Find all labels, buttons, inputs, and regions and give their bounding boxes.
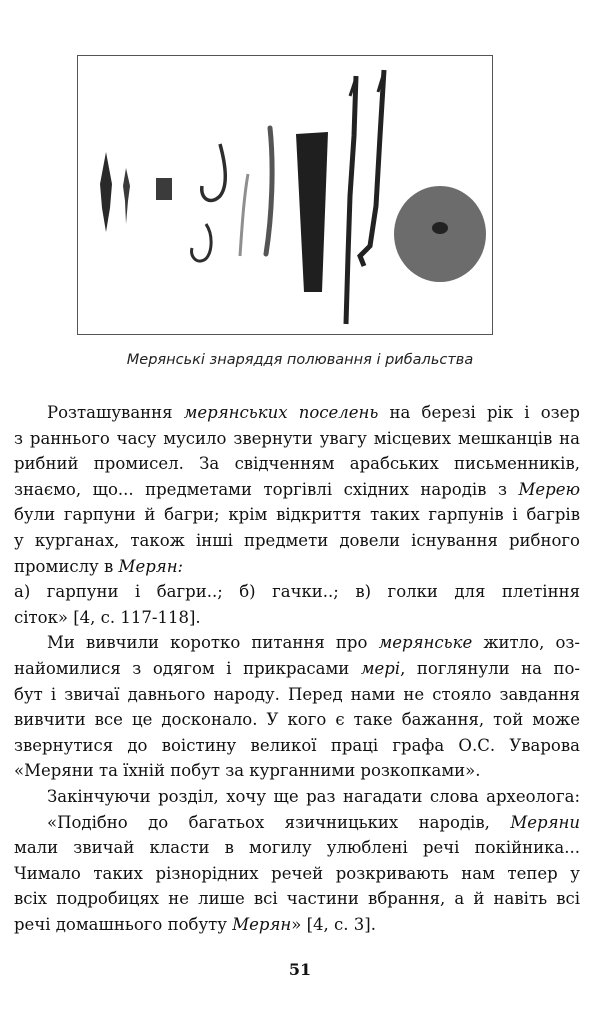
sinker-hole xyxy=(432,222,448,234)
text-segment: промислу в xyxy=(14,556,119,576)
text-line xyxy=(14,912,580,938)
text-line xyxy=(14,656,580,682)
fish-hook-small xyxy=(192,224,211,261)
text-segment: Закінчуючи розділ, хочу ще раз нагадати слова археолога: xyxy=(47,786,580,806)
fish-hook-large xyxy=(202,144,226,201)
text-line xyxy=(14,784,580,810)
text-line xyxy=(14,733,580,759)
text-line xyxy=(14,758,580,784)
text-segment: бут і звичаї давнього народу. Перед нами не стояло завдання xyxy=(14,684,580,704)
text-segment: всіх подробицях не лише всі частини вбрання, а й навіть всі xyxy=(14,889,580,909)
text-line xyxy=(14,477,580,503)
harpoon-shaft xyxy=(346,76,356,324)
arrow-tip xyxy=(123,168,130,224)
italic-segment: Мерян xyxy=(232,914,292,934)
text-segment: на березі рік і озер xyxy=(378,403,580,422)
small-block xyxy=(156,178,172,200)
whetstone xyxy=(296,132,328,292)
text-segment: у курганах, також інші предмети довели існування рибного xyxy=(14,530,580,550)
text-segment: «Меряни та їхній побут за курганними розкопками». xyxy=(14,761,481,781)
text-line xyxy=(14,579,580,605)
artifact-photograph xyxy=(77,55,493,335)
text-line xyxy=(14,861,580,887)
italic-segment: мерянське xyxy=(378,633,473,653)
gaff-hook xyxy=(360,70,384,266)
artifact-photo-illustration xyxy=(78,56,492,334)
text-line xyxy=(14,554,580,580)
italic-segment: Мерею xyxy=(518,479,580,499)
text-segment: вивчити все це досконало. У кого є таке бажання, той може xyxy=(14,710,580,730)
italic-segment: мерянських поселень xyxy=(183,403,379,422)
text-line xyxy=(14,528,580,554)
text-segment: а) гарпуни і багри..; б) гачки..; в) голки для плетіння xyxy=(14,582,580,602)
page-number: 51 xyxy=(288,960,312,979)
text-line xyxy=(14,835,580,861)
text-line xyxy=(14,707,580,733)
text-segment: рибний промисел. За свідченням арабських письменників, xyxy=(14,454,580,474)
text-segment: мали звичай класти в могилу улюблені речі покійника... xyxy=(14,838,580,858)
text-segment: «Подібно до багатьох язичницьких народів, xyxy=(47,812,511,832)
text-line xyxy=(14,630,580,656)
text-line xyxy=(14,605,580,631)
spear-tip xyxy=(100,152,112,232)
netting-needle xyxy=(240,174,248,256)
text-segment: » [4, с. 3]. xyxy=(291,914,376,934)
text-line xyxy=(14,682,580,708)
italic-segment: Меряни xyxy=(510,812,580,832)
text-segment: , поглянули на по- xyxy=(400,658,580,678)
text-line xyxy=(14,426,580,452)
text-line xyxy=(14,451,580,477)
body-text xyxy=(14,400,580,937)
text-segment: сіток» [4, с. 117-118]. xyxy=(14,607,201,627)
text-segment: звернутися до воістину великої праці графа О.С. Уварова xyxy=(14,735,580,755)
text-line xyxy=(14,886,580,912)
text-segment: речі домашнього побуту xyxy=(14,914,233,934)
italic-segment: мері xyxy=(360,658,401,678)
text-line xyxy=(14,400,580,426)
text-segment: найомилися з одягом і прикрасами xyxy=(14,658,361,678)
text-segment: Розташування xyxy=(47,403,184,422)
italic-segment: Мерян: xyxy=(118,556,184,576)
text-segment: знаємо, що... предметами торгівлі східних народів з xyxy=(14,479,519,499)
text-segment: Ми вивчили коротко питання про xyxy=(47,633,379,653)
figure-caption: Мерянські знаряддя полювання і рибальства xyxy=(126,352,474,368)
text-segment: з раннього часу мусило звернути увагу місцевих мешканців на xyxy=(14,428,580,448)
text-line xyxy=(14,502,580,528)
text-segment: Чимало таких різнорідних речей розкривають нам тепер у xyxy=(14,863,580,883)
awl xyxy=(266,128,272,254)
text-segment: були гарпуни й багри; крім відкриття таких гарпунів і багрів xyxy=(14,505,580,525)
text-segment: житло, оз- xyxy=(472,633,580,653)
text-line xyxy=(14,810,580,836)
